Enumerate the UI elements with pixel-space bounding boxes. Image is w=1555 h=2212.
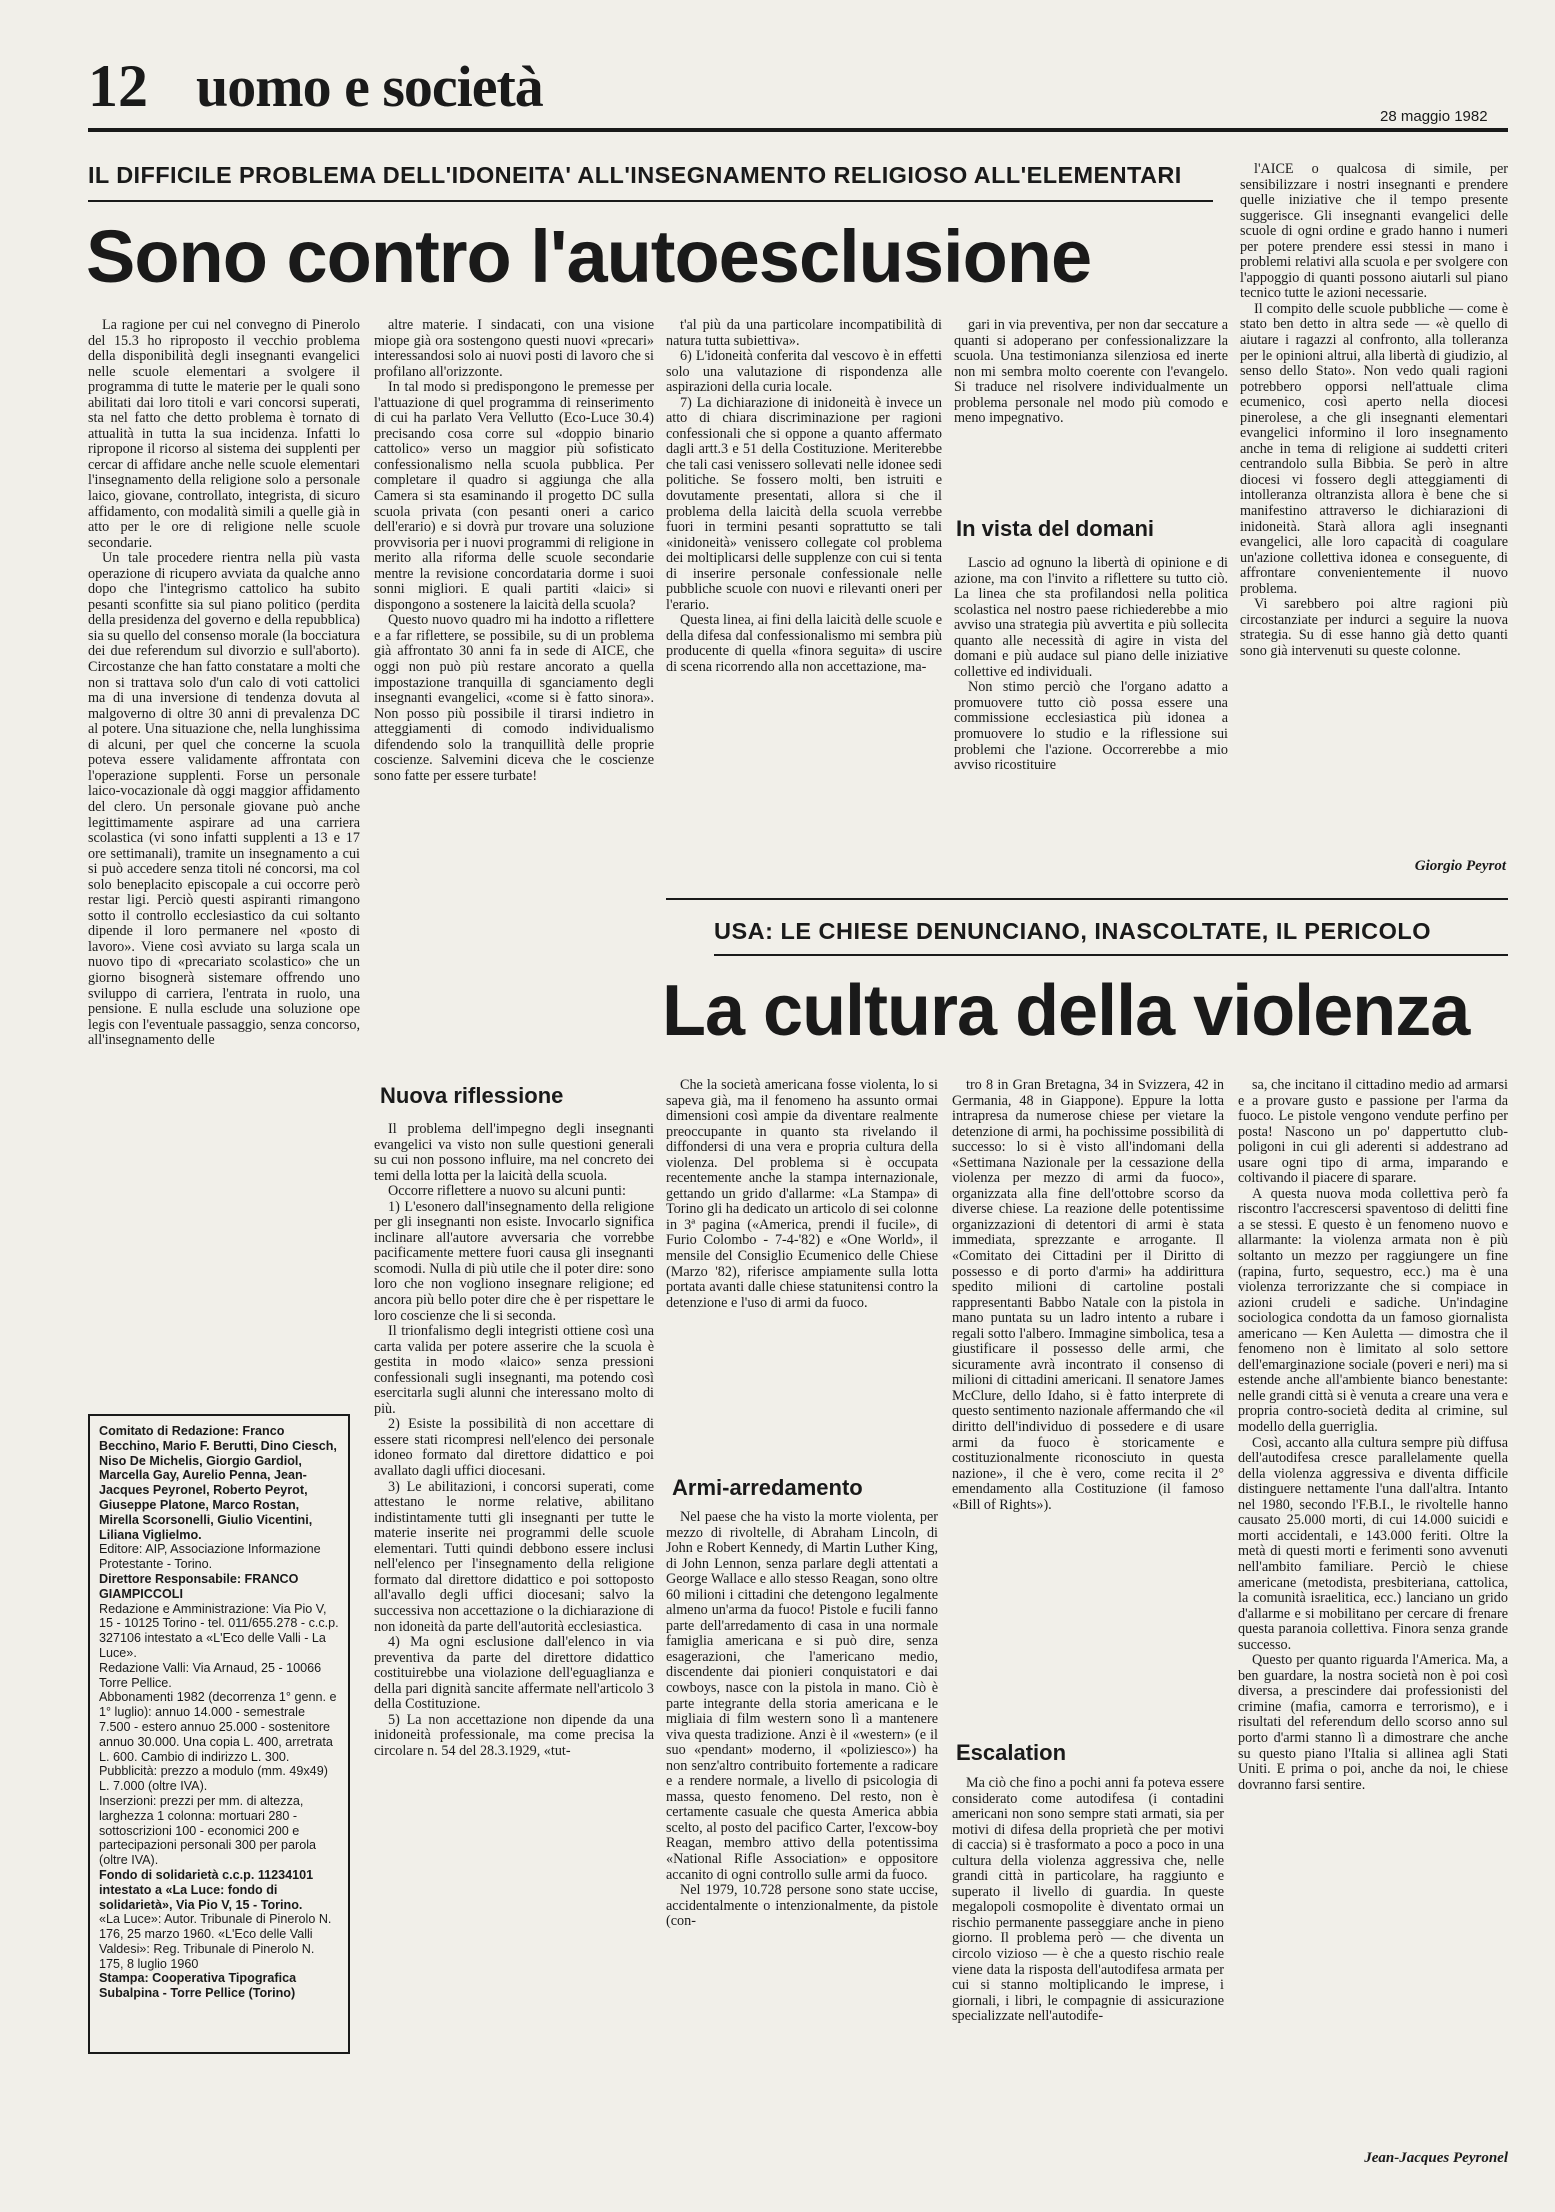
paragraph: 4) Ma ogni esclusione dall'elenco in via preventiva da parte del direttore didattico costituirebbe una violazione dell'eguaglianza e della pari dignità sancite affermate nell'articolo 3 della Costituzione.	[374, 1634, 654, 1713]
section-title: uomo e società	[196, 54, 543, 119]
paragraph: 2) Esiste la possibilità di non accettare di essere stati ricompresi nell'elenco dei personale idoneo formato dal direttore didattico e poi avallato dagli uffici diocesani.	[374, 1416, 654, 1480]
paragraph: Il compito delle scuole pubbliche — come è stato ben detto in altra sede — «è quello di aiutare i ragazzi al confronto, alla tolleranza per le opinioni altrui, alla libertà di giudizio, al senso dello Stato». Non vedo quali ragioni potrebbero opporsi nell'attuale clima ecumenico, così aperto nella diocesi pinerolese, a che gli insegnanti elementari evangelici informino il loro insegnamento anche in tema di religione ai suddetti criteri centrandolo sulla Bibbia. Se però in altre diocesi vi fossero degli atteggiamenti di intolleranza oltranzista allora è bene che si manifestino attraverso le dichiarazioni di inidoneità. Starà allora agli insegnanti evangelici, alle loro capacità di coagulare un'azione collettiva idonea e conseguente, di affrontare convenientemente il nuovo problema.	[1240, 300, 1508, 597]
article2-colA-bottom	[666, 1510, 938, 2204]
paragraph: Ma ciò che fino a pochi anni fa poteva essere considerato come autodifesa (i contadini americani non sono sempre stati armati, sia per motivi di difesa della proprietà che per motivi di caccia) si è trasformato a poco a poco in una cultura della violenza aggressiva che, nelle grandi città in particolare, ha raggiunto e superato il livello di guardia. In queste megalopoli cosmopolite è diventato ormai un rischio permanente passeggiare anche in pieno giorno. Il problema però — che diventa un circolo vizioso — è che a questo rischio reale viene data la risposta dell'autodifesa armata per cui si stanno moltiplicando le imprese, i giornali, i libri, le compagnie di assicurazione specializzate nell'autodife-	[952, 1776, 1224, 2025]
colophon-entry: Pubblicità: prezzo a modulo (mm. 49x49) L. 7.000 (oltre IVA).	[99, 1764, 328, 1794]
article1-headline: Sono contro l'autoesclusione	[86, 215, 1092, 298]
article1-col2-top	[374, 318, 654, 1066]
paragraph: Questo per quanto riguarda l'America. Ma, a ben guardare, la nostra società non è poi così diversa, a prescindere dai professionisti del crimine (mafia, camorra e terrorismo), e i risultati del referendum dello scorso anno sul porto d'armi stanno lì a dimostrare che anche su questo piano l'Italia si allinea agli Stati Uniti. E prima o poi, anche da noi, le chiese dovranno farsi sentire.	[1238, 1652, 1508, 1793]
subhead-in-vista-del-domani: In vista del domani	[956, 516, 1155, 541]
colophon-entry: Inserzioni: prezzi per mm. di altezza, larghezza 1 colonna: mortuari 280 - sottoscrizioni 100 - economici 200 e partecipazioni personali 300 per parola (oltre IVA).	[99, 1793, 317, 1868]
paragraph: 1) L'esonero dall'insegnamento della religione per gli insegnanti non esiste. Invocarlo significa inclinare all'autore avversaria che vorrebbe pacificamente mettere fuori causa gli insegnanti scomodi. Nulla di più utile che il poter dire: sono loro che non vogliono insegnare religione; ed ancora più bello poter dire che è per rispettare le loro coscienze che li si seconda.	[374, 1198, 654, 1324]
article1-col4-top	[954, 318, 1228, 498]
article1-col2-bottom	[374, 1122, 654, 2202]
article2-colA-top	[666, 1078, 938, 1470]
page-number: 12	[88, 53, 148, 119]
masthead-rule	[88, 128, 1508, 132]
issue-date: 28 maggio 1982	[1380, 108, 1488, 125]
paragraph: l'AICE o qualcosa di simile, per sensibilizzare i nostri insegnanti e prendere quelle iniziative che il tempo presente suggerisce. Gli insegnanti evangelici delle scuole di ogni ordine e grado hanno i numeri per potere prendere essi stessi in mano i problemi relativi alla scuola e per svolgere con l'appoggio di quanti possono aiutarli sul piano tecnico tutte le azioni necessarie.	[1240, 162, 1508, 302]
colophon-entry: Fondo di solidarietà c.c.p. 11234101 intestato a «La Luce: fondo di solidarietà», Via Pio V, 15 - Torino.	[99, 1867, 314, 1912]
paragraph: Non stimo perciò che l'organo adatto a promuovere tutto ciò possa essere una commissione ecclesiastica più idonea a promuovere lo studio e la riflessione sui problemi che l'azione. Occorrerebbe a mio avviso ricostituire	[954, 679, 1228, 774]
paragraph: Lascio ad ognuno la libertà di opinione e di azione, ma con l'invito a riflettere su tutto ciò. La linea che sta profilandosi nella politica scolastica nel nostro paese richiederebbe a mio avviso una strategia più avvertita e più sollecita quanto alle necessità di agire in vista del domani e più audace sul piano delle iniziative collettive ed individuali.	[954, 556, 1228, 680]
article1-col1	[88, 318, 360, 1408]
subhead-armi-arredamento: Armi-arredamento	[672, 1475, 863, 1500]
article1-signature: Giorgio Peyrot	[1414, 858, 1506, 874]
paragraph: Il problema dell'impegno degli insegnanti evangelici va visto non sulle questioni generali su cui non possono influire, ma nel concreto dei temi della lotta per la laicità della scuola.	[374, 1122, 654, 1184]
colophon-entry: Redazione e Amministrazione: Via Pio V, 15 - 10125 Torino - tel. 011/655.278 - c.c.p. 327106 intestato a «L'Eco delle Valli - La Luce».	[99, 1601, 339, 1660]
paragraph: In tal modo si predispongono le premesse per l'attuazione di quel programma di reinserimento di cui ha parlato Vera Vellutto (Eco-Luce 30.4) precisando cosa corre sul «doppio binario cattolico» verso un maggior più sofisticato confessionalismo nella scuola pubblica. Per completare il quadro si aggiunga che alla Camera si sta esaminando il progetto DC sulla scuola privata (con pesanti oneri a carico dell'erario) e si dovrà pur trovare una soluzione provvisoria per i nuovi programmi di religione in merito alla riforma delle scuole secondarie mentre la revisione concordataria dorme i suoi sonni migliori. E quali partiti «laici» si dispongono a sostenere la laicità della scuola?	[374, 379, 654, 613]
article1-kicker: IL DIFFICILE PROBLEMA DELL'IDONEITA' ALL'INSEGNAMENTO RELIGIOSO ALL'ELEMENTARI	[88, 162, 1182, 188]
paragraph: Occorre riflettere a nuovo su alcuni punti:	[388, 1183, 626, 1200]
paragraph: Che la società americana fosse violenta, lo si sapeva già, ma il fenomeno ha assunto ormai dimensioni così ampie da diventare realmente preoccupante in quanto sta rivelando il diffondersi di una vera e propria cultura della violenza. Del problema si è occupata recentemente anche la stampa internazionale, gettando un grido d'allarme: «La Stampa» di Torino gli ha dedicato un articolo di sei colonne in 3ª pagina («America, prendi il fucile», di Furio Colombo - 7-4-'82) e «One World», il mensile del Consiglio Ecumenico delle Chiese (Marzo '82), riferisce ampiamente sulla lotta portata avanti dalle chiese statunitensi contro la detenzione e l'uso di armi da fuoco.	[666, 1078, 938, 1311]
colophon-entry: Abbonamenti 1982 (decorrenza 1° genn. e 1° luglio): annuo 14.000 - semestrale 7.500 - estero annuo 25.000 - sostenitore annuo 30.000. Una copia L. 400, arretrata L. 600. Cambio di indirizzo L. 300.	[99, 1690, 337, 1764]
article2-kicker-rule	[714, 954, 1508, 956]
article2-kicker: USA: LE CHIESE DENUNCIANO, INASCOLTATE, IL PERICOLO	[714, 918, 1432, 944]
article2-colB-bottom	[952, 1776, 1224, 2204]
paragraph: A questa nuova moda collettiva però fa riscontro l'accrescersi spaventoso di delitti fine a se stessi. E questo è un fenomeno nuovo e allarmante: la violenza armata non è più soltanto un mezzo per raggiungere un fine (rapina, furto, sequestro, ecc.) ma è una violenza terrorizzante che si compiace in azioni crudeli e sadiche. Un'indagine sociologica condotta da un famoso giornalista americano — Ken Auletta — dimostra che il fenomeno non è limitato al solo settore dell'emarginazione sociale (poveri e neri) ma si estende anche all'ambiente bianco benestante: nelle grandi città si è venuta a creare una vera e propria contro-società dedita al crimine, sul modello della guerriglia.	[1238, 1185, 1508, 1436]
colophon-entry: Direttore Responsabile: FRANCO GIAMPICCOLI	[99, 1571, 299, 1601]
paragraph: Questo nuovo quadro mi ha indotto a riflettere e a far riflettere, se possibile, su di un problema già affrontato 30 anni fa in sede di AICE, che oggi non può più restare ancorato a quella impostazione tranquilla di sganciamento degli insegnanti evangelici, «come si è fatto sinora». Non posso più possibile il tirarsi indietro in atteggiamenti di comodo individualismo difendendo solo la tranquillità delle proprie coscienze. Salvemini diceva che le coscienze sono fatte per essere turbate!	[374, 612, 654, 784]
kicker-rule	[88, 200, 1213, 202]
subhead-nuova-riflessione: Nuova riflessione	[380, 1083, 564, 1108]
paragraph: t'al più da una particolare incompatibilità di natura tutta subiettiva».	[666, 318, 942, 349]
colophon-entry: Redazione Valli: Via Arnaud, 25 - 10066 Torre Pellice.	[99, 1660, 322, 1690]
subhead-escalation: Escalation	[956, 1740, 1067, 1765]
paragraph: Un tale procedere rientra nella più vasta operazione di ricupero avviata da qualche anno dopo che l'integrismo cattolico ha subito pesanti sconfitte sia sul piano politico (perdita della presidenza del governo e della repubblica) sia su quello del consenso morale (la bocciatura dei due referendum sul divorzio e sull'aborto). Circostanze che han fatto constatare a molti che non si trattava solo d'un calo di voti cattolici ma di una inversione di tendenza dovuta al malgoverno di oltre 30 anni di prevalenza DC al potere. Una situazione che, nella lunghissima di alcuni, per quel che concerne la scuola poteva essere validamente affrontata con l'operazione supplenti. Forse un personale laico-vocazionale dà oggi maggior affidamento del clero. Un personale giovane può anche legittimamente aspirare ad una carriera scolastica (vi sono infatti supplenti a 13 e 17 ore settimanali), tramite un insegnamento a cui si può accedere senza titoli né concorsi, ma col solo beneplacito episcopale a cui occorre però restar ligi. Perciò questi aspiranti rimangono sotto il controllo ecclesiastico da cui soltanto dipende il loro permanere nel «posto di lavoro». Viene così avviato su larga scala un nuovo tipo di «precariato scolastico» che un giorno bisognerà sistemare offrendo uno sviluppo di carriera, l'entrata in ruolo, una pensione. E nulla esclude una soluzione ope legis con l'eventuale passaggio, senza concorso, all'insegnamento delle	[88, 550, 360, 1049]
paragraph: Questa linea, ai fini della laicità delle scuole e della difesa dal confessionalismo mi sembra più producente di quella «finora seguita» di uscire di scena ricorrendo alla non accettazione, ma-	[666, 612, 942, 676]
article2-colB-top	[952, 1078, 1224, 1718]
colophon-entry: «La Luce»: Autor. Tribunale di Pinerolo N. 176, 25 marzo 1960. «L'Eco delle Valli Valdesi»: Reg. Tribunale di Pinerolo N. 175, 8 luglio 1960	[99, 1912, 332, 1971]
paragraph: altre materie. I sindacati, con una visione miope già ora sostengono questi nuovi «precari» interessandosi solo ai nuovi posti di lavoro che si profilano all'orizzonte.	[374, 318, 654, 380]
paragraph: 7) La dichiarazione di inidoneità è invece un atto di chiara discriminazione per ragioni confessionali che si oppone a quanto affermato dagli artt.3 e 51 della Costituzione. Meriterebbe che tali casi venissero sollevati nelle idonee sedi politiche. Se fossero molti, ben istruiti e dovutamente presentati, allora si che il problema della laicità della scuola verrebbe fuori in termini pesanti soprattutto se tali «inidoneità» venissero collegate col problema dei moltiplicarsi delle supplenze con cui si tenta di inserire personale confessionale nelle pubbliche scuole con nuovi e rilevanti oneri per l'erario.	[666, 394, 942, 613]
article2-top-rule	[666, 898, 1508, 900]
paragraph: 3) Le abilitazioni, i concorsi superati, come attestano le norme relative, abilitano indistintamente tutti gli insegnanti per tutte le materie inserite nei programmi delle scuole elementari. Tutti quindi debbono essere inclusi nell'elenco per l'insegnamento della religione formato dal direttore didattico e poi sottoposto all'avallo degli uffici diocesani; salvo la successiva non accettazione o la dichiarazione di non idoneità da parte dell'autorità ecclesiastica.	[374, 1478, 654, 1635]
paragraph: 5) La non accettazione non dipende da una inidoneità professionale, ma come precisa la circolare n. 54 del 28.3.1929, «tut-	[374, 1711, 654, 1759]
paragraph: Vi sarebbero poi altre ragioni più circostanziate per indurci a seguire la nuova strategia. Su di esse hanno già detto quanti sono già intervenuti su queste colonne.	[1240, 596, 1508, 659]
article2-colC	[1238, 1078, 1508, 2138]
article2-headline: La cultura della violenza	[662, 971, 1470, 1051]
paragraph: Il trionfalismo degli integristi ottiene così una carta valida per potere asserire che la scuola è gestita in modo «laico» senza pressioni confessionali sugli insegnanti, ma potendo così esercitarla sugli alunni che interessano molto di più.	[374, 1323, 654, 1417]
article1-col5	[1240, 162, 1508, 852]
article2-signature: Jean-Jacques Peyronel	[1364, 2150, 1508, 2166]
colophon-entry: Editore: AIP, Associazione Informazione Protestante - Torino.	[99, 1542, 321, 1572]
article1-col4-bottom	[954, 556, 1228, 878]
paragraph: gari in via preventiva, per non dar seccature a quanti si adoperano per confessionalizzare la scuola. Una testimonianza silenziosa ed inerte non mi sembra molto coerente con l'evangelo. Si traduce nel risolvere individualmente un problema personale nel modo più comodo e meno impegnativo.	[954, 318, 1228, 427]
paragraph: La ragione per cui nel convegno di Pinerolo del 15.3 ho riproposto il vecchio problema della disponibilità degli insegnanti evangelici nelle scuole elementari a svolgere il programma di tutte le materie per le quali sono abilitati dai loro titoli e vari concorsi superati, sta nel fatto che detto problema è tornato di attualità in tutta la sua incidenza. Infatti lo ripropone il ricorso al sistema dei supplenti per cercar di affidare anche nelle scuole elementari l'insegnamento della religione solo a personale laico, giovane, controllato, integrista, di sicuro affidamento, con modalità simili a quelle già in atto per le ore di religione nelle scuole secondarie.	[88, 318, 360, 551]
colophon-entry: Stampa: Cooperativa Tipografica Subalpina - Torre Pellice (Torino)	[99, 1971, 297, 2001]
colophon-entry: Comitato di Redazione: Franco Becchino, Mario F. Berutti, Dino Ciesch, Niso De Michelis, Giorgio Gardiol, Marcella Gay, Aurelio Penna, Jean-Jacques Peyronel, Roberto Peyrot, Giuseppe Platone, Marco Rostan, Mirella Scorsonelli, Giulio Vicentini, Liliana Viglielmo.	[99, 1424, 337, 1542]
paragraph: tro 8 in Gran Bretagna, 34 in Svizzera, 42 in Germania, 48 in Giappone). Eppure la lotta intrapresa da numerose chiese per vietare la detenzione di armi, ha pochissime possibilità di successo: lo si è visto all'indomani della «Settimana Nazionale per la cessazione della violenza per mezzo di armi da fuoco», organizzata alla fine dell'ottobre scorso da diverse chiese. La reazione delle potentissime organizzazioni di detentori di armi è stata immediata, sprezzante e arrogante. Il «Comitato dei Cittadini per il Diritto di possesso e di porto d'armi» ha addirittura spedito milioni di cartoline postali rappresentanti Babbo Natale con la pistola in mano puntata su un ladro intento a rubare i regali sotto l'albero. Immagine simbolica, tesa a giustificare il possesso delle armi, che sicuramente avrà incontrato il consenso di milioni di cittadini americani. Il senatore James McClure, dello Idaho, si è fatto interprete di questo sentimento nazionale affermando che «il diritto dell'individuo di possedere e di usare armi da fuoco è storicamente e costituzionalmente riconosciuto in questa nazione», il che è vero, come recita il 2° emendamento alla Costituzione (il famoso «Bill of Rights»).	[952, 1078, 1224, 1513]
paragraph: 6) L'idoneità conferita dal vescovo è in effetti solo una valutazione di rispondenza alle aspirazioni della curia locale.	[666, 348, 942, 396]
colophon-box	[88, 1414, 350, 2054]
paragraph: sa, che incitano il cittadino medio ad armarsi e a provare gusto e passione per l'arma da fuoco. Le pistole vengono vendute perfino per posta! Nascono un po' dappertutto club-poligoni in cui gli aderenti si addestrano ad usare ogni tipo di arma, imparando e coltivando il piacere di sparare.	[1238, 1078, 1508, 1187]
paragraph: Così, accanto alla cultura sempre più diffusa dell'autodifesa cresce parallelamente quella della violenza aggressiva e diventa difficile distinguere nettamente l'una dall'altra. Intanto nel 1980, secondo l'F.B.I., le rivoltelle hanno causato 25.000 morti, di cui 14.000 suicidi e morti accidentali, e 143.000 feriti. Oltre la metà di questi morti e ferimenti sono avvenuti nell'ambito familiare. Perciò le chiese americane (metodista, presbiteriana, cattolica, la comunità israelitica, ecc.) lanciano un grido d'allarme e si mobilitano per cercare di frenare questa paranoia collettiva. Finora senza grande successo.	[1238, 1434, 1508, 1653]
article1-col3	[666, 318, 942, 878]
paragraph: Nel paese che ha visto la morte violenta, per mezzo di rivoltelle, di Abraham Lincoln, di John e Robert Kennedy, di Martin Luther King, di John Lennon, senza parlare degli attentati a George Wallace e allo stesso Reagan, sono oltre 60 milioni i cittadini che detengono legalmente almeno un'arma da fuoco! Pistole e fucili fanno parte dell'arredamento di casa in una normale famiglia americana e si può dire, senza esagerazioni, che l'americano medio, discendente dai pionieri conquistatori e dai cowboys, nasce con la pistola in mano. Ciò è parte integrante della storia americana e le migliaia di film western sono lì a mantenere viva questa tradizione. Anzi è il «western» (e il suo «pendant» moderno, il «poliziesco») ha non senz'altro contribuito fortemente a radicare e a rendere normale, a livello di psicologia di massa, questo fenomeno. Del resto, non è certamente casuale che questa America abbia scelto, al posto del pacifico Carter, l'excow-boy Reagan, membro attivo della potentissima «National Rifle Association» e oppositore accanito di ogni controllo sulle armi da fuoco.	[666, 1510, 938, 1883]
paragraph: Nel 1979, 10.728 persone sono state uccise, accidentalmente o intenzionalmente, da pistole (con-	[666, 1882, 938, 1930]
